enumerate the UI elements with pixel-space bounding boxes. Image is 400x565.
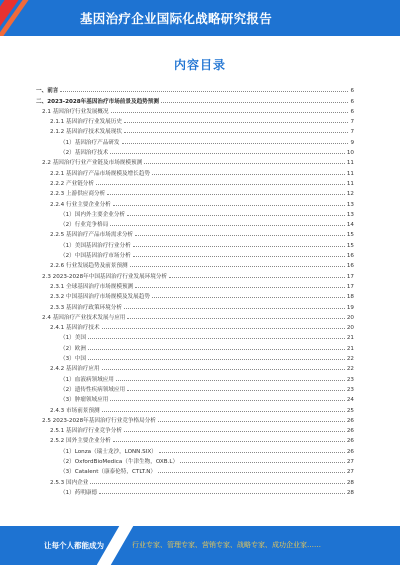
- toc-entry-label: （3）中国: [60, 356, 86, 363]
- toc-dot-leader: [110, 153, 345, 154]
- toc-entry-page-number: 7: [350, 119, 354, 126]
- toc-entry-page-number: 12: [346, 191, 354, 198]
- toc-entry-page-number: 6: [350, 98, 354, 105]
- toc-entry-page-number: 28: [346, 489, 354, 496]
- toc-entry-page-number: 26: [346, 417, 354, 424]
- toc-entry[interactable]: [36, 115, 354, 125]
- toc-entry-page-number: 26: [346, 448, 354, 455]
- toc-dot-leader: [113, 205, 345, 206]
- toc-entry[interactable]: [36, 383, 354, 393]
- toc-dot-leader: [90, 483, 344, 484]
- toc-entry-label: 2.4.3 市场前景预测: [50, 407, 100, 414]
- toc-entry[interactable]: [36, 321, 354, 331]
- toc-dot-leader: [102, 369, 345, 370]
- toc-entry[interactable]: [36, 187, 354, 197]
- toc-dot-leader: [88, 338, 345, 339]
- toc-dot-leader: [124, 308, 345, 309]
- report-header-banner: [0, 0, 400, 36]
- toc-entry[interactable]: [36, 311, 354, 321]
- toc-entry-label: 2.2.6 行业发展趋势及前景预测: [50, 263, 128, 270]
- toc-entry-label: 2.3.3 基因治疗政策环境分析: [50, 304, 122, 311]
- toc-entry-page-number: 17: [346, 273, 354, 280]
- toc-dot-leader: [180, 462, 345, 463]
- toc-dot-leader: [169, 277, 345, 278]
- toc-dot-leader: [88, 359, 345, 360]
- toc-dot-leader: [113, 441, 345, 442]
- toc-entry-page-number: 14: [346, 222, 354, 229]
- toc-entry[interactable]: [36, 434, 354, 444]
- toc-dot-leader: [158, 421, 345, 422]
- toc-entry-page-number: 24: [346, 397, 354, 404]
- toc-entry-label: （1）美国: [60, 335, 86, 342]
- table-of-contents: [36, 84, 354, 496]
- toc-entry-page-number: 15: [346, 242, 354, 249]
- report-title: 基因治疗企业国际化战略研究报告: [80, 11, 273, 26]
- toc-entry[interactable]: [36, 166, 354, 176]
- toc-entry[interactable]: [36, 249, 354, 259]
- toc-entry[interactable]: [36, 486, 354, 496]
- toc-entry-label: 2.5.3 国内企业: [50, 479, 89, 486]
- toc-entry[interactable]: [36, 84, 354, 94]
- toc-dot-leader: [127, 318, 344, 319]
- toc-entry-label: （2）中国基因治疗市场分析: [60, 253, 131, 260]
- toc-entry-page-number: 13: [346, 201, 354, 208]
- toc-entry-page-number: 9: [350, 139, 354, 146]
- toc-entry-page-number: 26: [346, 438, 354, 445]
- toc-entry[interactable]: [36, 424, 354, 434]
- toc-dot-leader: [107, 194, 345, 195]
- toc-entry[interactable]: [36, 393, 354, 403]
- toc-entry-page-number: 26: [346, 428, 354, 435]
- toc-entry-page-number: 6: [350, 88, 354, 95]
- toc-entry-label: 2.2.4 行业主要企业分析: [50, 201, 111, 208]
- toc-entry-label: （2）欧洲: [60, 345, 86, 352]
- toc-dot-leader: [127, 215, 345, 216]
- toc-entry-page-number: 7: [350, 129, 354, 136]
- toc-dot-leader: [127, 390, 345, 391]
- toc-entry-label: （1）药明康德: [60, 489, 98, 496]
- toc-dot-leader: [116, 380, 345, 381]
- toc-dot-leader: [122, 143, 349, 144]
- toc-heading: 内容目录: [173, 58, 226, 72]
- toc-entry[interactable]: [36, 414, 354, 424]
- toc-entry-label: 2.2.2 产业链分析: [50, 180, 94, 187]
- toc-dot-leader: [124, 431, 345, 432]
- toc-entry-page-number: 27: [346, 469, 354, 476]
- toc-entry-page-number: 28: [346, 479, 354, 486]
- toc-entry-label: 2.1.1 基因治疗行业发展历史: [50, 119, 122, 126]
- toc-dot-leader: [124, 132, 348, 133]
- toc-dot-leader: [102, 328, 345, 329]
- toc-entry[interactable]: [36, 444, 354, 454]
- toc-dot-leader: [99, 493, 345, 494]
- toc-entry-page-number: 25: [346, 407, 354, 414]
- toc-entry-page-number: 16: [346, 253, 354, 260]
- toc-entry[interactable]: [36, 197, 354, 207]
- toc-entry-page-number: 22: [346, 356, 354, 363]
- toc-entry-page-number: 10: [346, 150, 354, 157]
- toc-entry[interactable]: [36, 238, 354, 248]
- toc-entry-label: （2）遗传性疾病领域应用: [60, 386, 126, 393]
- toc-entry-label: （3）肿瘤领域应用: [60, 397, 109, 404]
- toc-entry-page-number: 18: [346, 294, 354, 301]
- toc-entry-page-number: 17: [346, 283, 354, 290]
- report-footer-banner: [0, 526, 400, 565]
- toc-entry[interactable]: [36, 475, 354, 485]
- toc-dot-leader: [102, 411, 345, 412]
- toc-dot-leader: [158, 472, 345, 473]
- toc-entry[interactable]: [36, 341, 354, 351]
- toc-entry-page-number: 20: [346, 325, 354, 332]
- toc-dot-leader: [135, 287, 345, 288]
- toc-entry-page-number: 27: [346, 458, 354, 465]
- toc-entry-label: 2.3 2023-2028年中国基因治疗行业发展环境分析: [42, 273, 168, 280]
- toc-entry[interactable]: [36, 331, 354, 341]
- toc-entry-label: 2.2.5 基因治疗产品市场需求分析: [50, 232, 134, 239]
- toc-entry[interactable]: [36, 300, 354, 310]
- toc-entry[interactable]: [36, 362, 354, 372]
- toc-dot-leader: [161, 102, 348, 103]
- toc-entry-label: 2.4.1 基因治疗技术: [50, 325, 100, 332]
- toc-dot-leader: [135, 235, 345, 236]
- footer-slogan: 让每个人都能成为: [44, 541, 104, 550]
- toc-entry[interactable]: [36, 177, 354, 187]
- toc-entry[interactable]: [36, 135, 354, 145]
- toc-entry-page-number: 23: [346, 386, 354, 393]
- toc-entry[interactable]: [36, 156, 354, 166]
- toc-entry-page-number: 20: [346, 314, 354, 321]
- toc-entry[interactable]: [36, 465, 354, 475]
- toc-entry-page-number: 13: [346, 211, 354, 218]
- toc-entry-label: （1）国内外主要企业分析: [60, 211, 126, 218]
- toc-entry-label: 2.2.3 上游供应商分析: [50, 191, 106, 198]
- toc-dot-leader: [96, 184, 345, 185]
- toc-dot-leader: [88, 349, 345, 350]
- toc-entry-page-number: 11: [346, 180, 354, 187]
- toc-dot-leader: [159, 452, 345, 453]
- toc-entry-label: 2.4.2 基因治疗应用: [50, 366, 100, 373]
- toc-entry[interactable]: [36, 94, 354, 104]
- toc-entry[interactable]: [36, 372, 354, 382]
- toc-entry-page-number: 11: [346, 170, 354, 177]
- toc-entry-page-number: 16: [346, 263, 354, 270]
- toc-entry-page-number: 22: [346, 366, 354, 373]
- toc-entry-label: （2）OxfordBioMedica（牛津生物，OXB.L）: [60, 458, 179, 465]
- toc-dot-leader: [110, 400, 345, 401]
- toc-entry-label: （1）基因治疗产品研发: [60, 139, 120, 146]
- toc-entry[interactable]: [36, 228, 354, 238]
- toc-entry-label: （2）行业竞争格局: [60, 222, 109, 229]
- toc-entry[interactable]: [36, 218, 354, 228]
- toc-entry[interactable]: [36, 403, 354, 413]
- toc-entry[interactable]: [36, 208, 354, 218]
- toc-entry-page-number: 11: [346, 160, 354, 167]
- toc-entry-label: （1）Lonza（瑞士龙沙，LONN.SIX）: [60, 448, 157, 455]
- toc-dot-leader: [144, 163, 345, 164]
- toc-dot-leader: [110, 225, 345, 226]
- toc-entry-page-number: 6: [350, 108, 354, 115]
- toc-dot-leader: [111, 112, 349, 113]
- toc-entry-label: 2.1.2 基因治疗技术发展现状: [50, 129, 122, 136]
- toc-entry-label: （3）Catalent（康泰伦特，CTLT.N）: [60, 469, 156, 476]
- toc-dot-leader: [130, 266, 345, 267]
- toc-entry-page-number: 23: [346, 376, 354, 383]
- toc-entry-label: 二、2023-2028年基因治疗市场前景及趋势预测: [36, 98, 159, 105]
- toc-entry[interactable]: [36, 352, 354, 362]
- toc-entry-page-number: 21: [346, 335, 354, 342]
- toc-entry-label: 2.5.2 国外主要企业分析: [50, 438, 111, 445]
- toc-dot-leader: [152, 174, 345, 175]
- toc-entry-label: 2.2.1 基因治疗产品市场规模及增长趋势: [50, 170, 150, 177]
- toc-dot-leader: [124, 122, 348, 123]
- toc-entry[interactable]: [36, 269, 354, 279]
- toc-entry[interactable]: [36, 146, 354, 156]
- toc-entry[interactable]: [36, 280, 354, 290]
- toc-entry-label: 2.1 基因治疗行业发展概况: [42, 108, 109, 115]
- toc-dot-leader: [60, 91, 348, 92]
- toc-entry-label: 2.4 基因治疗产业技术发展与应用: [42, 314, 126, 321]
- toc-entry-label: 一、前言: [36, 88, 59, 95]
- toc-entry[interactable]: [36, 125, 354, 135]
- toc-dot-leader: [152, 297, 345, 298]
- toc-entry-label: （1）血液病领域应用: [60, 376, 114, 383]
- toc-dot-leader: [133, 246, 345, 247]
- toc-entry-label: 2.3.1 全球基因治疗市场规模预测: [50, 283, 134, 290]
- toc-entry[interactable]: [36, 290, 354, 300]
- toc-entry-label: 2.5 2023-2028年基因治疗行业竞争格局分析: [42, 417, 156, 424]
- toc-entry-page-number: 19: [346, 304, 354, 311]
- toc-entry-page-number: 21: [346, 345, 354, 352]
- toc-entry[interactable]: [36, 259, 354, 269]
- footer-tagline: 行业专家、管理专家、营销专家、战略专家、成功企业家……: [132, 541, 321, 549]
- toc-entry-label: 2.5.1 基因治疗行业竞争分析: [50, 428, 122, 435]
- toc-entry-label: （1）美国基因治疗行业分析: [60, 242, 131, 249]
- toc-entry-label: （2）基因治疗技术: [60, 150, 109, 157]
- toc-entry-page-number: 15: [346, 232, 354, 239]
- toc-dot-leader: [133, 256, 345, 257]
- toc-entry[interactable]: [36, 105, 354, 115]
- toc-entry-label: 2.3.2 中国基因治疗市场规模及发展趋势: [50, 294, 150, 301]
- toc-entry[interactable]: [36, 455, 354, 465]
- toc-entry-label: 2.2 基因治疗行业产业链及市场规模预测: [42, 160, 143, 167]
